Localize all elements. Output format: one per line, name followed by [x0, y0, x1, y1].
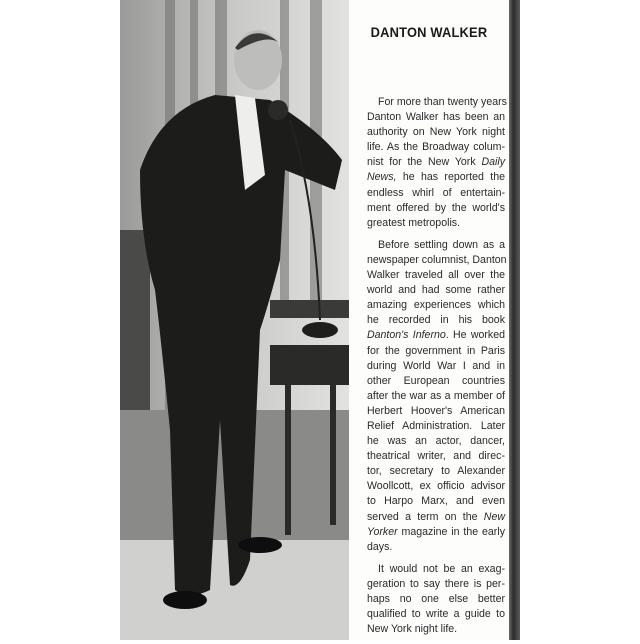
- text-line: [367, 540, 505, 555]
- text-line: [367, 479, 505, 494]
- text-segment: Relief Administration. Later: [367, 419, 505, 432]
- text-segment: theatrical writer, and direc-: [367, 450, 505, 463]
- author-photo: [120, 0, 349, 640]
- text-line: [367, 592, 505, 607]
- text-segment: authority on New York night: [367, 126, 505, 139]
- text-segment: ment offered by the world's: [367, 201, 505, 214]
- text-segment: he was an actor, dancer,: [367, 435, 505, 448]
- italic-title-text: Daily: [481, 156, 505, 169]
- text-line: [367, 110, 505, 125]
- text-segment: New York night life.: [367, 623, 458, 636]
- text-segment: to Harpo Marx, and even: [367, 495, 505, 508]
- text-segment: newspaper columnist, Danton: [367, 253, 507, 266]
- text-line: [367, 125, 505, 140]
- text-line: [367, 525, 505, 540]
- biography-paragraph: [367, 238, 505, 555]
- text-segment: for the government in Paris: [367, 344, 505, 357]
- text-line: [367, 359, 505, 374]
- italic-title-text: Danton's Inferno: [367, 329, 446, 342]
- text-segment: life. As the Broadway colum-: [367, 141, 505, 154]
- text-line: [367, 328, 505, 343]
- text-line: [367, 510, 505, 525]
- text-line: [367, 238, 505, 253]
- text-segment: It would not be an exag-: [378, 562, 505, 575]
- text-segment: after the war as a member of: [367, 389, 505, 402]
- text-line: [367, 562, 505, 577]
- text-segment: magazine in the early: [397, 525, 505, 538]
- text-segment: world and had some rather: [367, 284, 505, 297]
- text-line: [367, 449, 505, 464]
- text-line: [367, 622, 505, 637]
- text-line: [367, 404, 505, 419]
- text-line: [367, 494, 505, 509]
- text-segment: nist for the New York: [367, 156, 482, 169]
- text-segment: Woollcott, ex officio advisor: [367, 480, 505, 493]
- text-line: [367, 434, 505, 449]
- text-segment: For more than twenty years: [378, 96, 507, 108]
- text-line: [367, 577, 505, 592]
- text-segment: endless whirl of entertain-: [367, 186, 505, 199]
- italic-title-text: Yorker: [367, 525, 398, 538]
- text-segment: Walker traveled all over the: [367, 269, 505, 282]
- author-name-heading: DANTON WALKER: [370, 24, 488, 40]
- text-segment: served a term on the: [367, 510, 484, 523]
- text-segment: other European countries: [367, 374, 505, 387]
- text-segment: during World War I and in: [367, 359, 505, 372]
- text-segment: Herbert Hoover's American: [367, 404, 505, 417]
- text-line: [367, 140, 505, 155]
- text-segment: he has reported the: [396, 171, 505, 184]
- text-line: [367, 253, 505, 268]
- book-spine-edge: [509, 0, 520, 640]
- text-segment: Before settling down as a: [378, 238, 505, 251]
- text-segment: days.: [367, 540, 393, 553]
- italic-title-text: New: [483, 510, 505, 523]
- text-segment: . He worked: [445, 329, 505, 342]
- text-line: [367, 464, 505, 479]
- text-line: [367, 389, 505, 404]
- text-line: [367, 298, 505, 313]
- text-line: [367, 216, 505, 231]
- text-line: [367, 155, 505, 170]
- text-segment: Danton Walker has been an: [367, 111, 505, 124]
- text-segment: amazing experiences which: [367, 299, 505, 312]
- biography-text: [367, 95, 505, 644]
- text-line: [367, 283, 505, 298]
- text-segment: geration to say there is per-: [367, 577, 505, 590]
- text-segment: greatest metropolis.: [367, 216, 461, 229]
- text-line: [367, 95, 505, 110]
- italic-title-text: News,: [367, 171, 397, 184]
- text-line: [367, 344, 505, 359]
- text-line: [367, 313, 505, 328]
- text-segment: haps no one else better: [367, 593, 505, 605]
- text-line: [367, 419, 505, 434]
- biography-paragraph: [367, 562, 505, 637]
- text-line: [367, 186, 505, 201]
- author-photo-illustration: [120, 0, 349, 640]
- text-line: [367, 170, 505, 185]
- text-segment: tor, secretary to Alexander: [367, 465, 505, 478]
- text-line: [367, 268, 505, 283]
- text-segment: he recorded in his book: [367, 314, 505, 327]
- text-line: [367, 607, 505, 622]
- biography-paragraph: [367, 95, 505, 231]
- biography-panel: [349, 0, 509, 640]
- text-segment: qualified to write a guide to: [367, 608, 505, 621]
- text-line: [367, 201, 505, 216]
- text-line: [367, 374, 505, 389]
